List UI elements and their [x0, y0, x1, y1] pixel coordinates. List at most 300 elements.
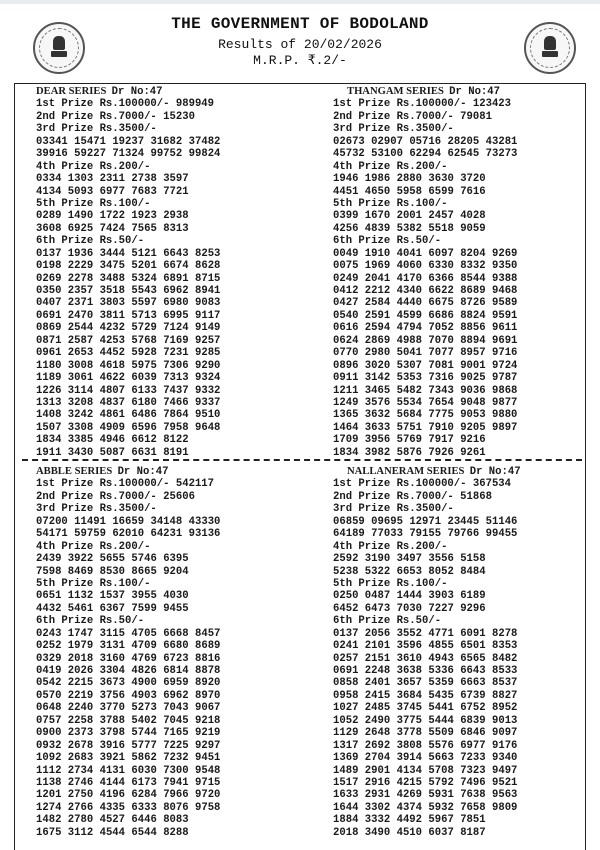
ticket-number: 0137 — [36, 247, 62, 260]
prize6-numbers-row — [36, 628, 220, 640]
ticket-number: 2373 — [67, 727, 94, 740]
ticket-number: 3556 — [428, 553, 454, 566]
ticket-number: 2780 — [67, 814, 94, 827]
ticket-number: 3142 — [364, 372, 391, 385]
prize6-numbers-row — [333, 385, 517, 397]
ticket-number: 5444 — [428, 714, 454, 727]
series-header — [333, 86, 517, 98]
ticket-number: 0350 — [36, 285, 62, 297]
ticket-number: 6962 — [163, 285, 189, 297]
ticket-number: 1507 — [36, 421, 62, 434]
ticket-number: 7316 — [428, 372, 454, 385]
ticket-number: 64231 — [150, 528, 183, 541]
prize1-label: 1st Prize Rs.100000/- — [333, 478, 467, 491]
ticket-number: 6030 — [131, 764, 157, 777]
ticket-number: 8076 — [163, 801, 189, 814]
prize1-label: 1st Prize Rs.100000/- — [36, 98, 170, 111]
ticket-number: 7599 — [131, 602, 157, 615]
ticket-number: 8628 — [194, 260, 221, 273]
ticket-number: 3922 — [67, 553, 94, 566]
prize5-label: 5th Prize Rs.100/- — [36, 197, 151, 210]
ticket-number: 8313 — [163, 222, 189, 235]
ticket-number: 1490 — [67, 210, 94, 223]
ticket-number: 6366 — [428, 272, 454, 285]
ticket-number: 8856 — [460, 322, 486, 335]
ticket-number: 73273 — [485, 148, 518, 161]
ticket-number: 6333 — [131, 801, 157, 814]
prize6-numbers-row — [36, 260, 220, 272]
ticket-number: 12971 — [409, 515, 442, 528]
prize1-winning-number: 367534 — [472, 478, 512, 491]
ticket-number: 9176 — [491, 739, 518, 752]
ticket-number: 05716 — [409, 135, 442, 148]
ticket-number: 6330 — [428, 260, 454, 273]
page-title: THE GOVERNMENT OF BODOLAND — [171, 15, 429, 33]
series-block-abble — [36, 466, 220, 839]
ticket-number: 9269 — [491, 247, 518, 260]
prize6-numbers-row — [333, 372, 517, 384]
ticket-number: 4374 — [396, 801, 423, 814]
prize6-numbers-row — [333, 702, 521, 714]
prize6-numbers-row — [333, 727, 521, 739]
ticket-number: 8278 — [491, 627, 518, 640]
ticket-number: 6686 — [428, 309, 454, 322]
ticket-number: 9455 — [163, 602, 189, 615]
ticket-number: 3302 — [364, 801, 391, 814]
prize3-numbers-row — [36, 528, 220, 540]
prize3-numbers-row — [36, 136, 220, 148]
ticket-number: 0691 — [36, 309, 62, 322]
ticket-number: 1317 — [333, 739, 359, 752]
prize4-numbers-row — [333, 566, 521, 578]
ticket-number: 4335 — [99, 801, 126, 814]
ticket-number: 3770 — [99, 702, 126, 715]
prize6-numbers-row — [333, 777, 521, 789]
ticket-number: 5876 — [396, 446, 423, 459]
prize4-numbers-row — [36, 173, 220, 185]
ticket-number: 0616 — [333, 322, 359, 335]
ticket-number: 2278 — [67, 272, 94, 285]
series-header — [36, 86, 220, 98]
ticket-number: 1112 — [36, 764, 62, 777]
ticket-number: 8824 — [460, 309, 486, 322]
ticket-number: 2750 — [67, 789, 94, 802]
ticket-number: 54171 — [36, 528, 68, 541]
ticket-number: 7165 — [163, 727, 189, 740]
prize6-numbers-row — [36, 434, 220, 446]
ticket-number: 8715 — [194, 272, 221, 285]
prize5-numbers-row — [36, 210, 220, 222]
ticket-number: 2587 — [67, 334, 94, 347]
ticket-number: 1946 — [333, 173, 359, 186]
ticket-number: 9001 — [460, 359, 486, 372]
ticket-number: 7598 — [36, 565, 62, 578]
ticket-number: 2592 — [333, 553, 359, 566]
ticket-number: 7169 — [163, 334, 189, 347]
ticket-number: 3638 — [396, 665, 423, 677]
ticket-number: 6565 — [460, 652, 486, 665]
ticket-number: 7775 — [428, 409, 454, 422]
ticket-number: 1517 — [333, 776, 359, 789]
ticket-number: 3020 — [364, 359, 391, 372]
prize6-numbers-row — [333, 677, 521, 689]
draw-number: Dr No:47 — [449, 86, 500, 98]
ticket-number: 7313 — [163, 372, 189, 385]
ticket-number: 4527 — [99, 814, 126, 827]
ticket-number: 5967 — [428, 814, 454, 827]
ticket-number: 9724 — [491, 359, 518, 372]
ticket-number: 3673 — [99, 677, 126, 690]
ticket-number: 7225 — [163, 739, 189, 752]
ticket-number: 6037 — [428, 826, 454, 839]
ticket-number: 9097 — [491, 727, 518, 740]
ticket-number: 8827 — [491, 689, 518, 702]
ticket-number: 0624 — [333, 334, 359, 347]
ticket-number: 5324 — [131, 272, 157, 285]
ticket-number: 2248 — [364, 665, 391, 677]
ticket-number: 3633 — [364, 421, 391, 434]
ticket-number: 6643 — [163, 247, 189, 260]
ticket-number: 99752 — [150, 148, 183, 161]
prize1-line — [333, 98, 517, 110]
ticket-number: 4650 — [364, 185, 391, 198]
ticket-number: 7496 — [460, 776, 486, 789]
ticket-number: 1979 — [67, 640, 94, 653]
ticket-number: 8332 — [460, 260, 486, 273]
ticket-number: 8544 — [460, 272, 486, 285]
ticket-number: 1408 — [36, 409, 62, 422]
ticket-number: 8689 — [460, 285, 486, 297]
ticket-number: 1482 — [36, 814, 62, 827]
ticket-number: 0871 — [36, 334, 62, 347]
ticket-number: 8533 — [491, 665, 518, 677]
ticket-number: 51146 — [485, 515, 518, 528]
ticket-number: 8191 — [163, 446, 189, 459]
ticket-number: 6674 — [163, 260, 189, 273]
ticket-number: 0896 — [333, 359, 359, 372]
ticket-number: 3745 — [396, 702, 423, 715]
ticket-number: 6980 — [163, 297, 189, 310]
ticket-number: 0334 — [36, 173, 62, 186]
prize4-numbers-row — [333, 173, 517, 185]
ticket-number: 6395 — [163, 553, 189, 566]
ticket-number: 4269 — [396, 789, 423, 802]
ticket-number: 2653 — [67, 347, 94, 360]
ticket-number: 1092 — [36, 752, 62, 765]
ticket-number: 6097 — [428, 247, 454, 260]
ticket-number: 8878 — [194, 665, 221, 677]
ticket-number: 1969 — [364, 260, 391, 273]
ticket-number: 4544 — [99, 826, 126, 839]
prize6-numbers-row — [36, 335, 220, 347]
prize6-numbers-row — [36, 422, 220, 434]
ticket-number: 8665 — [131, 565, 157, 578]
ticket-number: 5322 — [364, 565, 391, 578]
ticket-number: 3808 — [396, 739, 423, 752]
ticket-number: 9809 — [491, 801, 518, 814]
ticket-number: 3242 — [67, 409, 94, 422]
prize6-numbers-row — [333, 434, 517, 446]
ticket-number: 5928 — [131, 347, 157, 360]
ticket-number: 2869 — [364, 334, 391, 347]
ticket-number: 5093 — [67, 185, 94, 198]
ticket-number: 59227 — [74, 148, 106, 161]
ticket-number: 3684 — [396, 689, 423, 702]
ticket-number: 2371 — [67, 297, 94, 310]
prize6-numbers-row — [36, 789, 220, 801]
ticket-number: 2938 — [163, 210, 189, 223]
ticket-number: 0412 — [333, 285, 359, 297]
ticket-number: 28205 — [447, 135, 480, 148]
ticket-number: 0961 — [36, 347, 62, 360]
ticket-number: 7233 — [460, 752, 486, 765]
ticket-number: 1986 — [364, 173, 391, 186]
ticket-number: 3657 — [396, 677, 423, 690]
ticket-number: 0399 — [333, 210, 359, 223]
prize6-numbers-row — [36, 814, 220, 826]
ticket-number: 9013 — [491, 714, 518, 727]
ticket-number: 9296 — [460, 602, 486, 615]
ticket-number: 5931 — [428, 789, 454, 802]
ticket-number: 6180 — [131, 396, 157, 409]
ticket-number: 3610 — [396, 652, 423, 665]
ticket-number: 6675 — [428, 297, 454, 310]
ticket-number: 2734 — [67, 764, 94, 777]
prize5-numbers-row — [36, 223, 220, 235]
prize2-line — [36, 111, 220, 123]
ticket-number: 9067 — [194, 702, 221, 715]
ticket-number: 39916 — [36, 148, 68, 161]
prize2-line — [333, 111, 517, 123]
ticket-number: 9715 — [194, 776, 221, 789]
ticket-number: 2490 — [364, 714, 391, 727]
prize6-numbers-row — [333, 765, 521, 777]
ticket-number: 7437 — [163, 384, 189, 397]
ticket-number: 43330 — [188, 515, 221, 528]
ticket-number: 5121 — [131, 247, 157, 260]
ticket-number: 4215 — [396, 776, 423, 789]
dashed-divider — [22, 459, 582, 461]
ticket-number: 3497 — [396, 553, 423, 566]
ticket-number: 6739 — [460, 689, 486, 702]
ticket-number: 5543 — [131, 285, 157, 297]
ticket-number: 15471 — [74, 135, 106, 148]
ticket-number: 37482 — [188, 135, 221, 148]
prize6-numbers-row — [36, 727, 220, 739]
ticket-number: 9285 — [194, 347, 221, 360]
ticket-number: 4041 — [396, 247, 423, 260]
prize4-numbers-row — [36, 186, 220, 198]
prize6-label: 6th Prize Rs.50/- — [36, 235, 145, 248]
prize5-numbers-row — [333, 210, 517, 222]
ticket-number: 77033 — [371, 528, 403, 541]
prize6-numbers-row — [36, 322, 220, 334]
ticket-number: 2439 — [36, 553, 62, 566]
ticket-number: 3308 — [67, 421, 94, 434]
ticket-number: 2746 — [67, 776, 94, 789]
ticket-number: 2470 — [67, 309, 94, 322]
ticket-number: 5708 — [428, 764, 454, 777]
ticket-number: 8920 — [194, 677, 221, 690]
ticket-number: 3552 — [396, 627, 423, 640]
ticket-number: 7030 — [396, 602, 423, 615]
ticket-number: 34148 — [150, 515, 183, 528]
ticket-number: 1132 — [67, 590, 94, 603]
ticket-number: 1464 — [333, 421, 359, 434]
ticket-number: 5087 — [99, 446, 126, 459]
ticket-number: 7658 — [460, 801, 486, 814]
ticket-number: 0869 — [36, 322, 62, 335]
ticket-number: 3208 — [67, 396, 94, 409]
ticket-number: 9216 — [460, 434, 486, 447]
prize2-winning-number: 79081 — [460, 110, 492, 123]
series-name: THANGAM SERIES — [347, 86, 444, 97]
ticket-number: 7616 — [460, 185, 486, 198]
prize6-numbers-row — [333, 310, 517, 322]
ticket-number: 9758 — [194, 801, 221, 814]
ticket-number: 9877 — [491, 396, 518, 409]
prize6-numbers-row — [333, 653, 521, 665]
ticket-number: 9591 — [491, 309, 518, 322]
ticket-number: 3304 — [99, 665, 126, 677]
prize6-numbers-row — [333, 248, 517, 260]
ticket-number: 1226 — [36, 384, 62, 397]
ticket-number: 6446 — [131, 814, 157, 827]
prize6-numbers-row — [36, 285, 220, 297]
ticket-number: 5777 — [131, 739, 157, 752]
ticket-number: 8469 — [67, 565, 94, 578]
ticket-number: 2026 — [67, 665, 94, 677]
ticket-number: 2931 — [364, 789, 391, 802]
ticket-number: 0419 — [36, 665, 62, 677]
ticket-number: 4900 — [131, 677, 157, 690]
ticket-number: 3444 — [99, 247, 126, 260]
ticket-number: 2357 — [67, 285, 94, 297]
ticket-number: 8204 — [460, 247, 486, 260]
ticket-number: 7124 — [163, 322, 189, 335]
ticket-number: 6039 — [131, 372, 157, 385]
ticket-number: 3190 — [364, 553, 391, 566]
ticket-number: 8941 — [194, 285, 221, 297]
ticket-number: 1834 — [333, 446, 359, 459]
ticket-number: 6643 — [460, 665, 486, 677]
ticket-number: 4170 — [396, 272, 423, 285]
prize2-winning-number: 15230 — [163, 110, 195, 123]
ticket-number: 5441 — [428, 702, 454, 715]
ticket-number: 9297 — [194, 739, 221, 752]
ticket-number: 4440 — [396, 297, 423, 310]
ticket-number: 2018 — [67, 652, 94, 665]
prize3-label: 3rd Prize Rs.3500/- — [36, 503, 157, 516]
series-name: NALLANERAM SERIES — [347, 466, 465, 477]
ticket-number: 2591 — [364, 309, 391, 322]
ticket-number: 9497 — [491, 764, 518, 777]
ticket-number: 4794 — [396, 322, 423, 335]
ticket-number: 1670 — [364, 210, 391, 223]
ticket-number: 1201 — [36, 789, 62, 802]
ticket-number: 9340 — [491, 752, 518, 765]
prize6-numbers-row — [36, 653, 220, 665]
ticket-number: 9337 — [194, 396, 221, 409]
ticket-number: 4028 — [460, 210, 486, 223]
ticket-number: 7941 — [163, 776, 189, 789]
ticket-number: 23445 — [447, 515, 480, 528]
ticket-number: 8689 — [194, 640, 221, 653]
prize1-line — [36, 478, 220, 490]
ticket-number: 9048 — [460, 396, 486, 409]
prize6-numbers-row — [333, 422, 517, 434]
prize6-numbers-row — [36, 297, 220, 309]
ticket-number: 3955 — [131, 590, 157, 603]
ticket-number: 9083 — [194, 297, 221, 310]
ticket-number: 2683 — [67, 752, 94, 765]
ticket-number: 7654 — [428, 396, 454, 409]
ticket-number: 4826 — [131, 665, 157, 677]
ticket-number: 1027 — [333, 702, 359, 715]
ticket-number: 4599 — [396, 309, 423, 322]
prize3-numbers-row — [333, 516, 521, 528]
ticket-number: 5238 — [333, 565, 359, 578]
series-block-dear — [36, 86, 220, 459]
ticket-number: 2001 — [396, 210, 423, 223]
ticket-number: 79155 — [409, 528, 442, 541]
ticket-number: 2219 — [67, 689, 94, 702]
ticket-number: 1910 — [364, 247, 391, 260]
ticket-number: 8083 — [163, 814, 189, 827]
ticket-number: 5435 — [428, 689, 454, 702]
ticket-number: 3914 — [396, 752, 423, 765]
ticket-number: 2485 — [364, 702, 391, 715]
ticket-number: 5041 — [396, 347, 423, 360]
ticket-number: 0257 — [333, 652, 359, 665]
ticket-number: 6925 — [67, 222, 94, 235]
prize2-label: 2nd Prize Rs.7000/- — [333, 110, 454, 123]
ticket-number: 8530 — [99, 565, 126, 578]
ticket-number: 8288 — [163, 826, 189, 839]
ticket-number: 8537 — [491, 677, 518, 690]
ticket-number: 1303 — [67, 173, 94, 186]
ticket-number: 3803 — [99, 297, 126, 310]
ticket-number: 9324 — [194, 372, 221, 385]
ticket-number: 1834 — [36, 434, 62, 447]
mrp-price: M.R.P. ₹.2/- — [253, 53, 347, 68]
ticket-number: 11491 — [74, 515, 106, 528]
prize1-winning-number: 542117 — [175, 478, 215, 491]
ticket-number: 99455 — [485, 528, 518, 541]
ticket-number: 6501 — [460, 640, 486, 653]
prize6-numbers-row — [36, 802, 220, 814]
ticket-number: 9716 — [491, 347, 518, 360]
ticket-number: 2704 — [364, 752, 391, 765]
ticket-number: 5932 — [428, 801, 454, 814]
prize6-numbers-row — [36, 409, 220, 421]
draw-number: Dr No:47 — [469, 466, 521, 478]
ticket-number: 1675 — [36, 826, 62, 839]
ticket-number: 3916 — [99, 739, 126, 752]
ticket-number: 6680 — [163, 640, 189, 653]
ticket-number: 0243 — [36, 627, 62, 640]
ticket-number: 43281 — [485, 135, 518, 148]
ticket-number: 6839 — [460, 714, 486, 727]
ticket-number: 09695 — [371, 515, 403, 528]
ticket-number: 5663 — [428, 752, 454, 765]
prize2-line — [36, 491, 220, 503]
ticket-number: 5307 — [396, 359, 423, 372]
ticket-number: 4340 — [396, 285, 423, 297]
ticket-number: 4510 — [396, 826, 423, 839]
prize3-label: 3rd Prize Rs.3500/- — [333, 123, 454, 136]
ticket-number: 0049 — [333, 247, 359, 260]
